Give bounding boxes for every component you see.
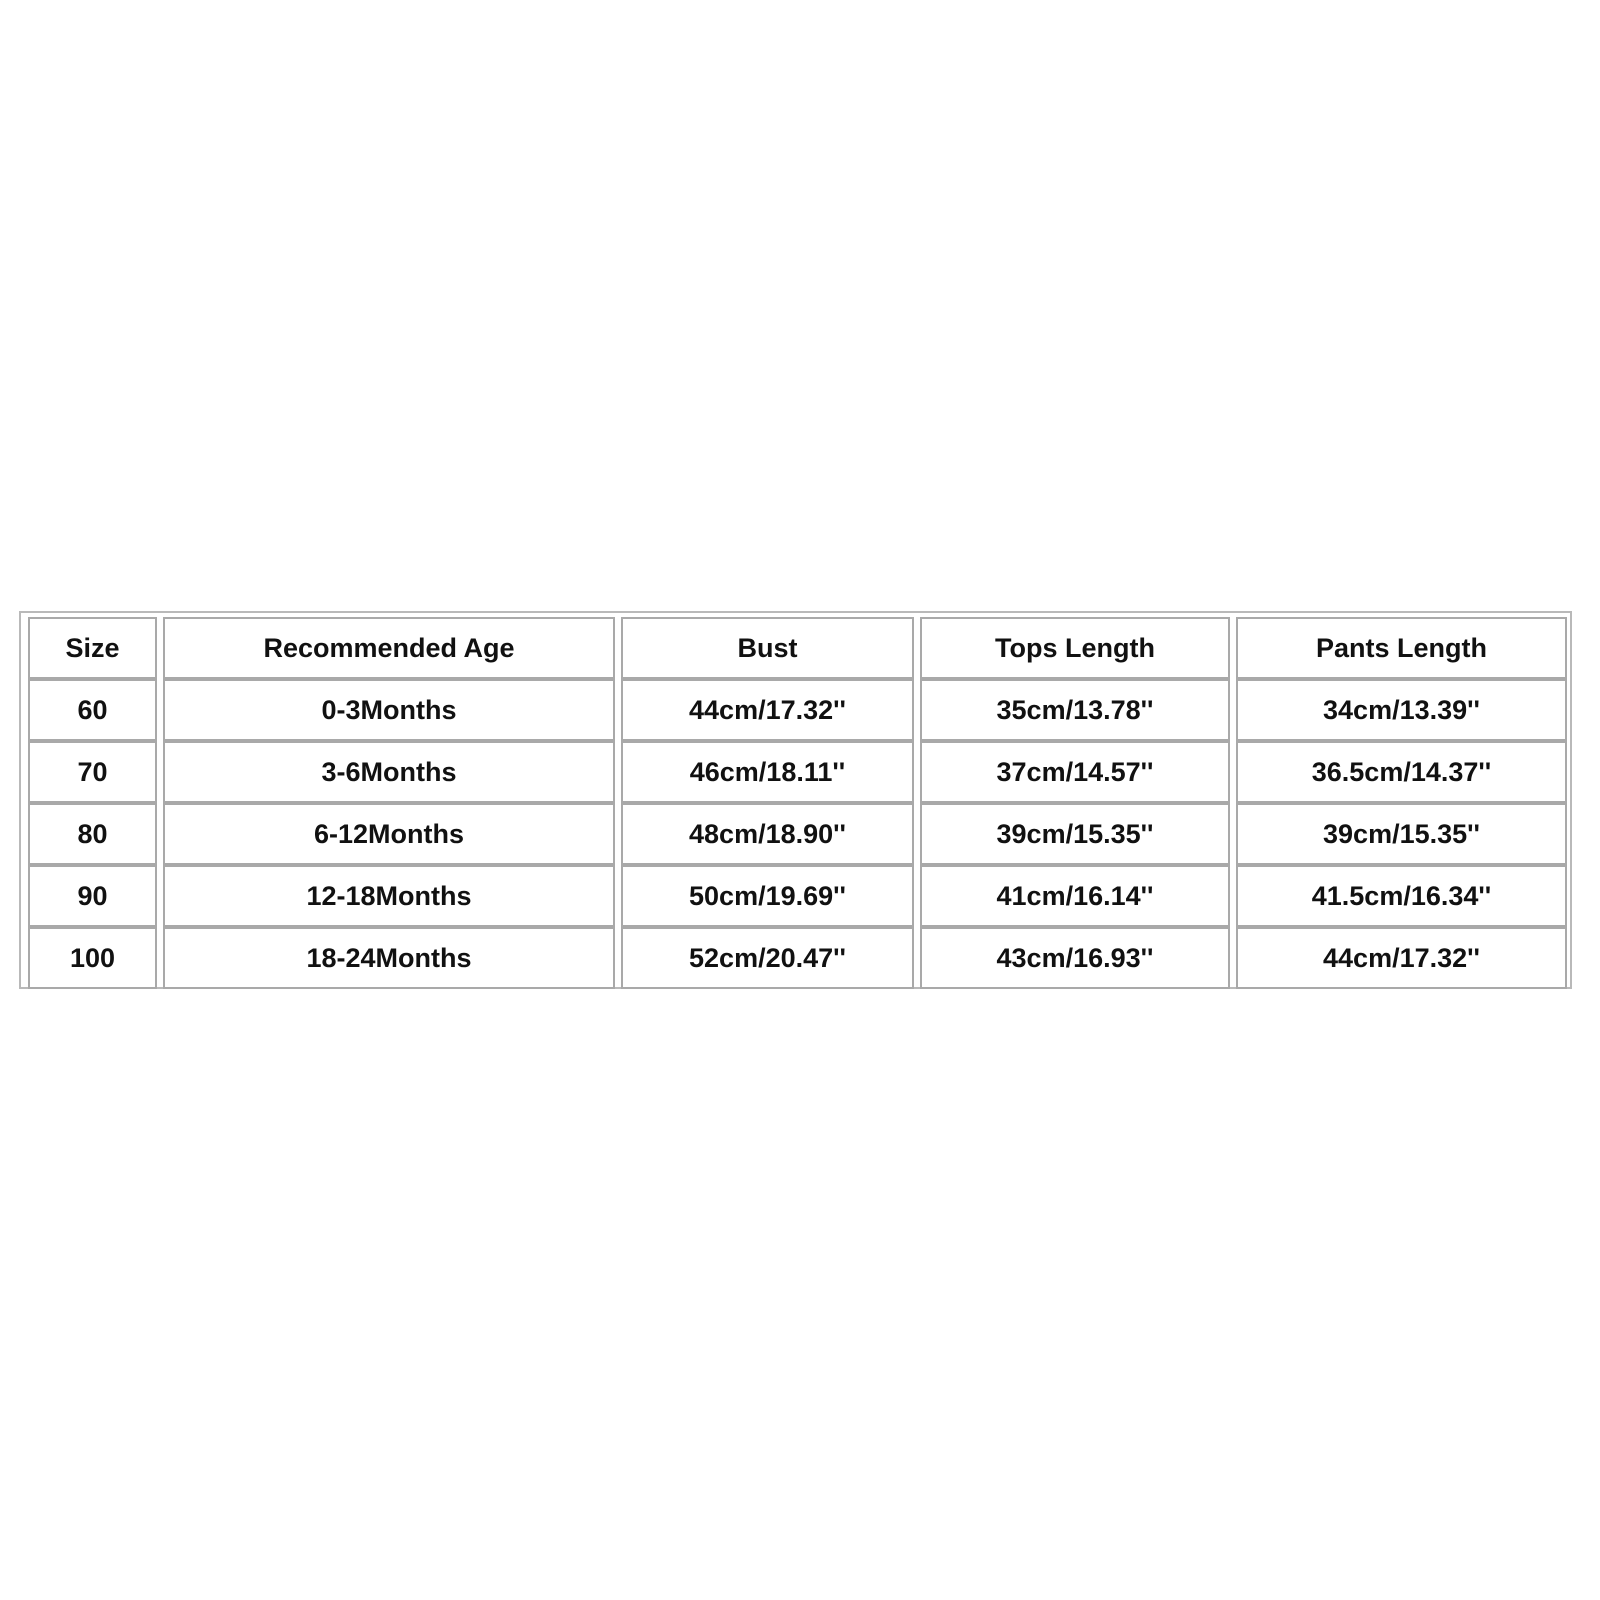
header-recommended-age-label: Recommended Age xyxy=(163,617,615,679)
cell-size-value: 70 xyxy=(28,741,157,803)
cell-age-value: 3-6Months xyxy=(163,741,615,803)
cell-pants-length xyxy=(1233,741,1570,803)
cell-size-value: 60 xyxy=(28,679,157,741)
size-chart xyxy=(19,611,1572,989)
cell-pants-length-value: 36.5cm/14.37'' xyxy=(1236,741,1567,803)
cell-bust-value: 52cm/20.47'' xyxy=(621,927,914,989)
cell-bust xyxy=(618,803,917,865)
cell-size xyxy=(25,741,160,803)
table-row xyxy=(25,865,1570,927)
cell-size-value: 80 xyxy=(28,803,157,865)
cell-age xyxy=(160,679,618,741)
cell-size-value: 100 xyxy=(28,927,157,989)
cell-age-value: 18-24Months xyxy=(163,927,615,989)
cell-bust xyxy=(618,865,917,927)
table-row xyxy=(25,679,1570,741)
header-tops-length-label: Tops Length xyxy=(920,617,1230,679)
table-row xyxy=(25,927,1570,989)
cell-size xyxy=(25,803,160,865)
cell-size xyxy=(25,927,160,989)
cell-age-value: 12-18Months xyxy=(163,865,615,927)
cell-tops-length-value: 39cm/15.35'' xyxy=(920,803,1230,865)
cell-bust xyxy=(618,927,917,989)
cell-tops-length-value: 41cm/16.14'' xyxy=(920,865,1230,927)
cell-age xyxy=(160,803,618,865)
header-bust xyxy=(618,617,917,679)
size-chart-table xyxy=(25,617,1570,989)
cell-tops-length xyxy=(917,679,1233,741)
cell-tops-length xyxy=(917,741,1233,803)
cell-tops-length-value: 43cm/16.93'' xyxy=(920,927,1230,989)
cell-size xyxy=(25,865,160,927)
cell-tops-length xyxy=(917,865,1233,927)
table-row xyxy=(25,803,1570,865)
table-header-row xyxy=(25,617,1570,679)
cell-age xyxy=(160,927,618,989)
cell-pants-length-value: 39cm/15.35'' xyxy=(1236,803,1567,865)
cell-pants-length xyxy=(1233,679,1570,741)
cell-size-value: 90 xyxy=(28,865,157,927)
cell-age-value: 6-12Months xyxy=(163,803,615,865)
header-tops-length xyxy=(917,617,1233,679)
header-pants-length xyxy=(1233,617,1570,679)
cell-pants-length-value: 44cm/17.32'' xyxy=(1236,927,1567,989)
header-recommended-age xyxy=(160,617,618,679)
cell-bust-value: 48cm/18.90'' xyxy=(621,803,914,865)
cell-tops-length-value: 35cm/13.78'' xyxy=(920,679,1230,741)
cell-tops-length-value: 37cm/14.57'' xyxy=(920,741,1230,803)
cell-age xyxy=(160,865,618,927)
table-row xyxy=(25,741,1570,803)
cell-tops-length xyxy=(917,803,1233,865)
cell-bust-value: 44cm/17.32'' xyxy=(621,679,914,741)
cell-pants-length xyxy=(1233,803,1570,865)
cell-bust-value: 50cm/19.69'' xyxy=(621,865,914,927)
cell-pants-length-value: 34cm/13.39'' xyxy=(1236,679,1567,741)
header-bust-label: Bust xyxy=(621,617,914,679)
cell-tops-length xyxy=(917,927,1233,989)
cell-pants-length xyxy=(1233,927,1570,989)
cell-bust-value: 46cm/18.11'' xyxy=(621,741,914,803)
header-size-label: Size xyxy=(28,617,157,679)
header-pants-length-label: Pants Length xyxy=(1236,617,1567,679)
cell-size xyxy=(25,679,160,741)
cell-age-value: 0-3Months xyxy=(163,679,615,741)
cell-age xyxy=(160,741,618,803)
cell-pants-length-value: 41.5cm/16.34'' xyxy=(1236,865,1567,927)
cell-pants-length xyxy=(1233,865,1570,927)
cell-bust xyxy=(618,679,917,741)
cell-bust xyxy=(618,741,917,803)
header-size xyxy=(25,617,160,679)
